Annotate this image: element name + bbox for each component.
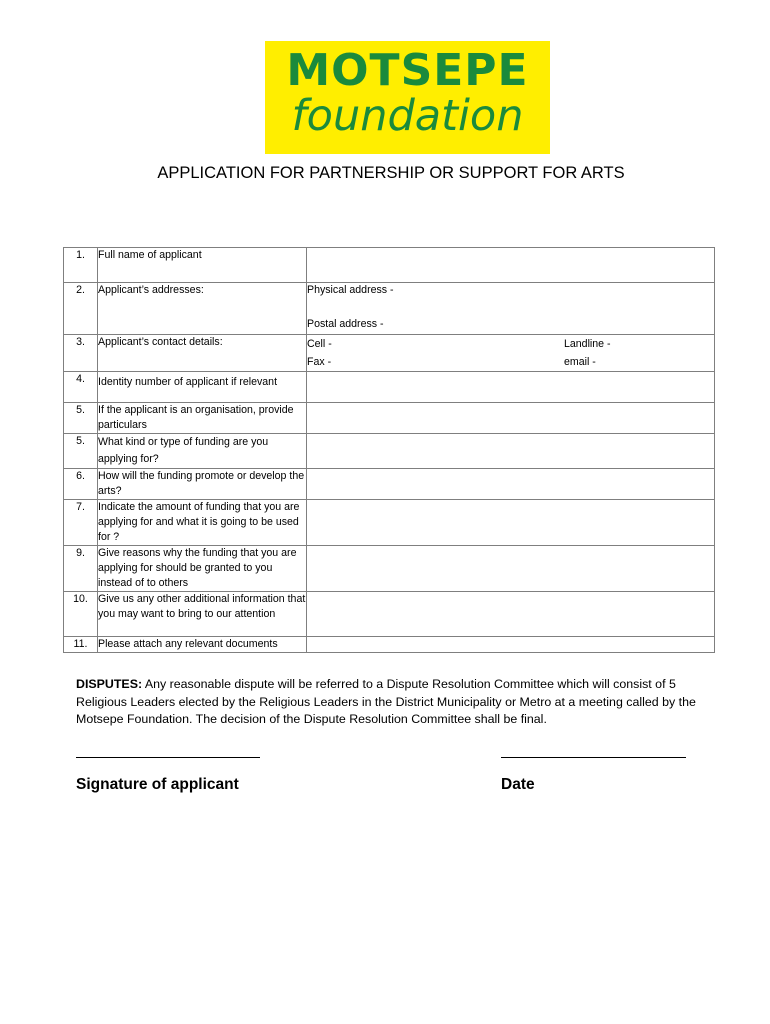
- question-label: Applicant’s contact details:: [98, 335, 307, 372]
- date-line[interactable]: [501, 757, 686, 758]
- attach-documents-answer-field[interactable]: [307, 637, 715, 653]
- disputes-label: DISPUTES:: [76, 677, 143, 691]
- logo-line-foundation: foundation: [291, 91, 524, 141]
- organisation-particulars-answer-field[interactable]: [307, 403, 715, 434]
- disputes-text: Any reasonable dispute will be referred to a Dispute Resolution Committee which will consist of 5 Religious Leaders elected by the Religious Leaders in the District Municipality or Metro at a meeting called by the Motsepe Foundation. The decision of the Dispute Resolution Committee shall be final.: [76, 677, 696, 726]
- question-label: How will the funding promote or develop the arts?: [98, 469, 307, 500]
- identity-number-answer-field[interactable]: [307, 372, 715, 403]
- funding-amount-answer-field[interactable]: [307, 500, 715, 546]
- logo-line-motsepe: MOTSEPE: [286, 45, 529, 96]
- landline-label: Landline -: [564, 338, 611, 350]
- table-row: [64, 372, 715, 403]
- full-name-answer-field[interactable]: [307, 248, 715, 283]
- row-number: 5.: [64, 434, 98, 469]
- row-number: 10.: [64, 592, 98, 637]
- question-label: Give us any other additional information that you may want to bring to our attention: [98, 592, 307, 637]
- row-number: 7.: [64, 500, 98, 546]
- row-number: 1.: [64, 248, 98, 283]
- table-row: [64, 434, 715, 469]
- row-number: 3.: [64, 335, 98, 372]
- funding-reasons-answer-field[interactable]: [307, 546, 715, 592]
- table-row: [64, 248, 715, 283]
- funding-type-answer-field[interactable]: [307, 434, 715, 469]
- table-row: [64, 546, 715, 592]
- table-row: [64, 637, 715, 653]
- cell-label: Cell -: [307, 338, 332, 350]
- question-label: Identity number of applicant if relevant: [98, 372, 307, 403]
- question-label: If the applicant is an organisation, provide particulars: [98, 403, 307, 434]
- contact-details-answer-field[interactable]: [307, 335, 715, 372]
- row-number: 4.: [64, 372, 98, 403]
- question-label: Please attach any relevant documents: [98, 637, 307, 653]
- table-row: [64, 500, 715, 546]
- physical-address-label: Physical address -: [307, 284, 394, 296]
- promote-arts-answer-field[interactable]: [307, 469, 715, 500]
- additional-information-answer-field[interactable]: [307, 592, 715, 637]
- form-title: APPLICATION FOR PARTNERSHIP OR SUPPORT FOR ARTS: [157, 164, 625, 182]
- table-row: [64, 469, 715, 500]
- row-number: 6.: [64, 469, 98, 500]
- fax-label: Fax -: [307, 356, 332, 368]
- question-label: Applicant’s addresses:: [98, 283, 307, 335]
- signature-of-applicant-label: Signature of applicant: [76, 776, 239, 793]
- date-label: Date: [501, 776, 535, 793]
- signature-line[interactable]: [76, 757, 260, 758]
- question-label: Give reasons why the funding that you are applying for should be granted to you instead of to others: [98, 546, 307, 592]
- table-row: [64, 403, 715, 434]
- table-row: [64, 335, 715, 372]
- motsepe-foundation-logo: [265, 41, 550, 154]
- application-form-table: [63, 247, 715, 653]
- disputes-paragraph: [76, 676, 706, 729]
- email-label: email -: [564, 356, 596, 368]
- table-row: [64, 283, 715, 335]
- row-number: 9.: [64, 546, 98, 592]
- row-number: 11.: [64, 637, 98, 653]
- question-label: Full name of applicant: [98, 248, 307, 283]
- addresses-answer-field[interactable]: [307, 283, 715, 335]
- table-row: [64, 592, 715, 637]
- question-label: Indicate the amount of funding that you are applying for and what it is going to be used for ?: [98, 500, 307, 546]
- postal-address-label: Postal address -: [307, 318, 384, 330]
- row-number: 5.: [64, 403, 98, 434]
- row-number: 2.: [64, 283, 98, 335]
- question-label: What kind or type of funding are you applying for?: [98, 434, 307, 469]
